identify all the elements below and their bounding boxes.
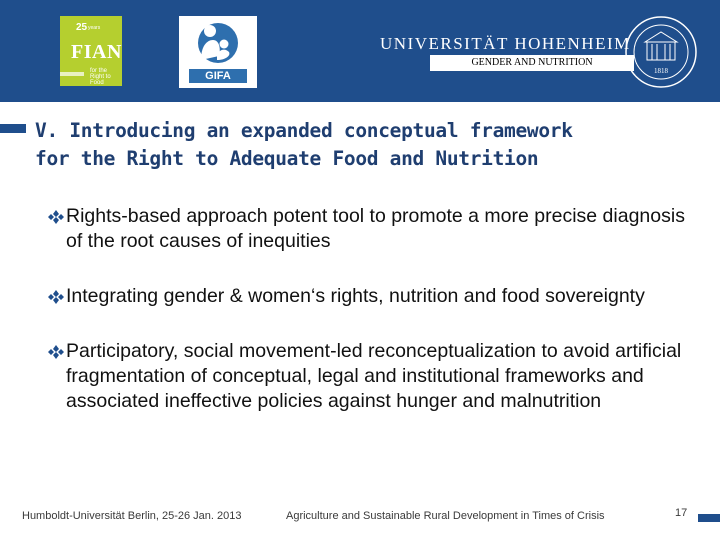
seal-year: 1818	[654, 67, 668, 75]
university-seal-icon	[624, 14, 698, 90]
fian-logo-stripe	[60, 72, 84, 76]
bullet-list	[48, 204, 698, 444]
diamond-bullet-icon	[48, 289, 64, 305]
fian-logo-tagline: for the Right to Food	[90, 68, 111, 86]
slide-title	[35, 117, 715, 173]
diamond-bullet-icon	[48, 344, 64, 360]
list-item	[48, 204, 698, 254]
fian-logo-name: FIAN	[71, 41, 122, 63]
footer-conference-title: Agriculture and Sustainable Rural Development in Times of Crisis	[286, 510, 605, 522]
bullet-text: Rights-based approach potent tool to promote a more precise diagnosis of the root causes of inequities	[66, 205, 685, 252]
page-number: 17	[675, 507, 688, 519]
mother-child-icon	[179, 16, 257, 70]
fian-logo-number: 25	[76, 22, 88, 33]
bullet-text: Participatory, social movement-led reconceptualization to avoid artificial fragmentation of conceptual, legal and institutional frameworks and associated ineffective policies against hunger and malnutrition	[66, 340, 682, 412]
bullet-text: Integrating gender & women‘s rights, nutrition and food sovereignty	[66, 285, 645, 307]
list-item	[48, 284, 698, 309]
header-subtitle: GENDER AND NUTRITION	[430, 55, 634, 71]
fian-logo-years: years	[88, 25, 101, 31]
fian-logo	[60, 16, 122, 86]
footer-corner-marker	[698, 514, 720, 522]
slide-title-line2: for the Right to Adequate Food and Nutrition	[35, 147, 539, 170]
title-marker	[0, 124, 26, 133]
list-item	[48, 339, 698, 414]
gifa-logo-name: GIFA	[205, 70, 231, 82]
diamond-bullet-icon	[48, 209, 64, 225]
gifa-logo	[179, 16, 257, 88]
university-name: UNIVERSITÄT HOHENHEIM	[380, 34, 631, 53]
slide-title-line1: V. Introducing an expanded conceptual framework	[35, 119, 573, 142]
footer-event: Humboldt-Universität Berlin, 25-26 Jan. 2013	[22, 510, 242, 522]
header-banner	[0, 0, 720, 102]
